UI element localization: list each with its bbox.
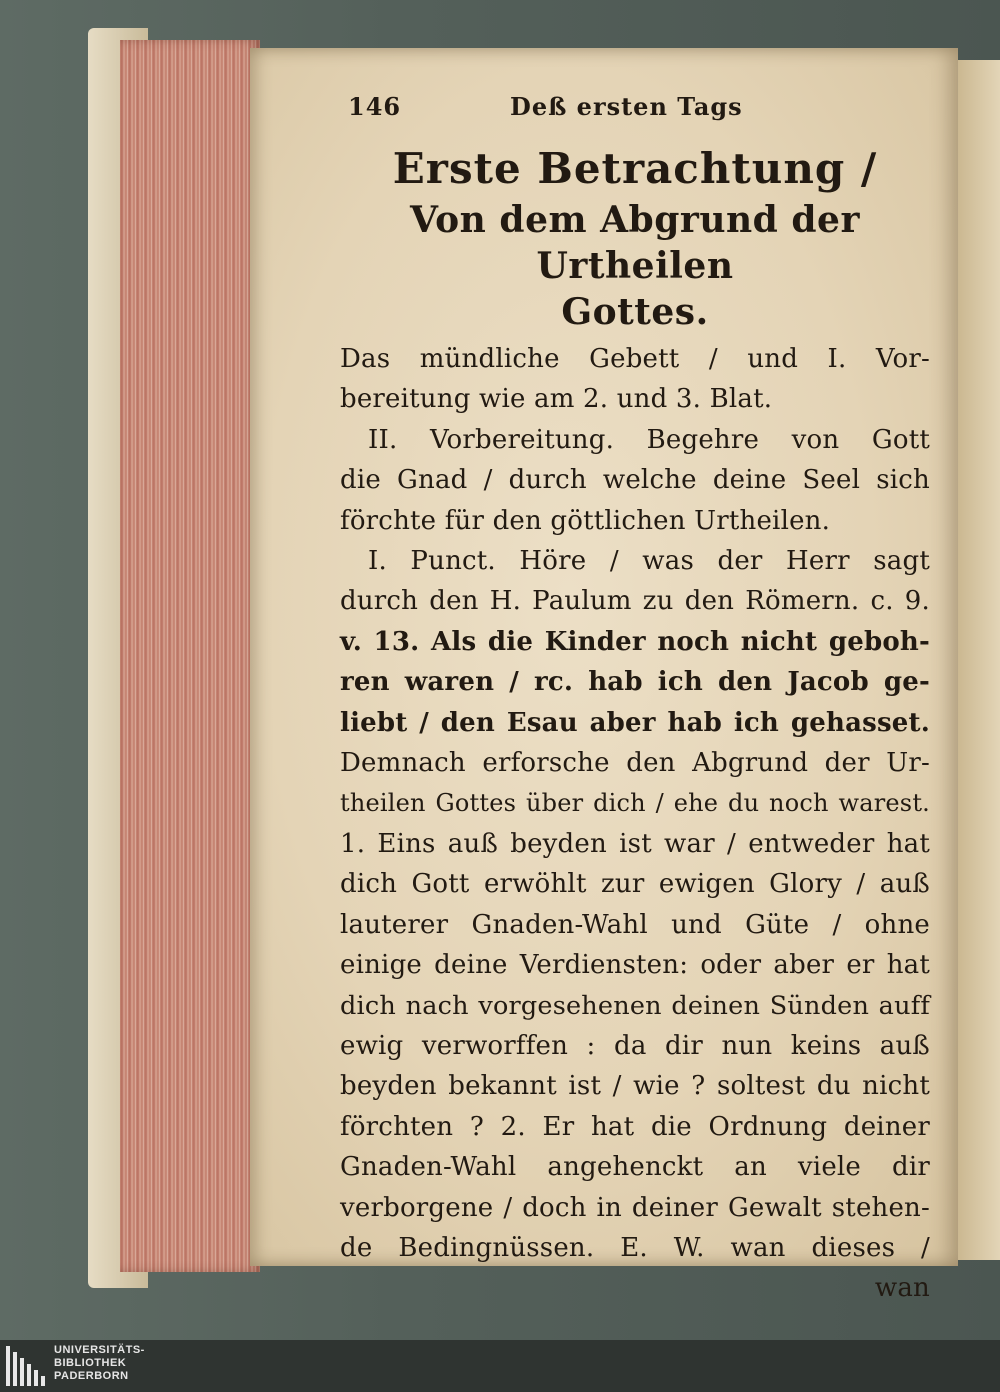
text-line: de Bedingnüssen. E. W. wan dieses / (340, 1232, 930, 1263)
library-name-line: PADERBORN (54, 1370, 129, 1382)
text-line: liebt / den Esau aber hab ich gehasset. (340, 707, 930, 738)
text-line: Gnaden-Wahl angehenckt an viele dir (340, 1152, 930, 1183)
text-line: förchten ? 2. Er hat die Ordnung deiner (340, 1111, 930, 1142)
text-line: lauterer Gnaden-Wahl und Güte / ohne (340, 909, 930, 940)
text-line: I. Punct. Höre / was der Herr sagt (368, 546, 930, 577)
library-name-line: UNIVERSITÄTS- (54, 1344, 145, 1356)
page-number: 146 (348, 92, 402, 121)
running-title: Deß ersten Tags (510, 92, 743, 121)
library-name (54, 1344, 145, 1383)
page-stack-edges (120, 40, 260, 1272)
text-line: förchte für den göttlichen Urtheilen. (340, 505, 831, 536)
text-line: einige deine Verdiensten: oder aber er hat (340, 950, 930, 981)
chapter-subtitle-line-1: Von dem Abgrund der Urtheilen (410, 199, 860, 287)
page-text (340, 92, 930, 1309)
text-line: II. Vorbereitung. Begehre von Gott (368, 424, 930, 455)
text-line: beyden bekannt ist / wie ? soltest du nicht (340, 1071, 930, 1102)
text-line: Das mündliche Gebett / und I. Vor- (340, 344, 930, 374)
library-logo-icon (6, 1346, 46, 1386)
text-line: 1. Eins auß beyden ist war / entweder hat (340, 828, 930, 859)
text-line: verborgene / doch in deiner Gewalt stehen- (340, 1192, 930, 1223)
text-line: v. 13. Als die Kinder noch nicht geboh- (340, 626, 930, 657)
text-line: bereitung wie am 2. und 3. Blat. (340, 384, 773, 415)
chapter-subtitle-line-2: Gottes. (561, 291, 709, 333)
library-name-line: BIBLIOTHEK (54, 1357, 127, 1369)
catchword: wan (874, 1273, 930, 1304)
body-text (340, 339, 930, 1309)
text-line: theilen Gottes über dich / ehe du noch warest. (340, 789, 930, 818)
library-footer (0, 1340, 1000, 1392)
text-line: durch den H. Paulum zu den Römern. c. 9. (340, 586, 930, 617)
text-line: dich nach vorgesehenen deinen Sünden auff (340, 990, 930, 1021)
text-line: dich Gott erwöhlt zur ewigen Glory / auß (340, 869, 930, 900)
text-line: ewig verworffen : da dir nun keins auß (340, 1030, 930, 1061)
text-line: die Gnad / durch welche deine Seel sich (340, 465, 930, 496)
chapter-title: Erste Betrachtung / (392, 144, 878, 193)
running-head (340, 92, 930, 138)
text-line: ren waren / rc. hab ich den Jacob ge- (340, 667, 930, 698)
text-line: Demnach erforsche den Abgrund der Ur- (340, 748, 930, 779)
facing-page-edge (958, 60, 1000, 1260)
